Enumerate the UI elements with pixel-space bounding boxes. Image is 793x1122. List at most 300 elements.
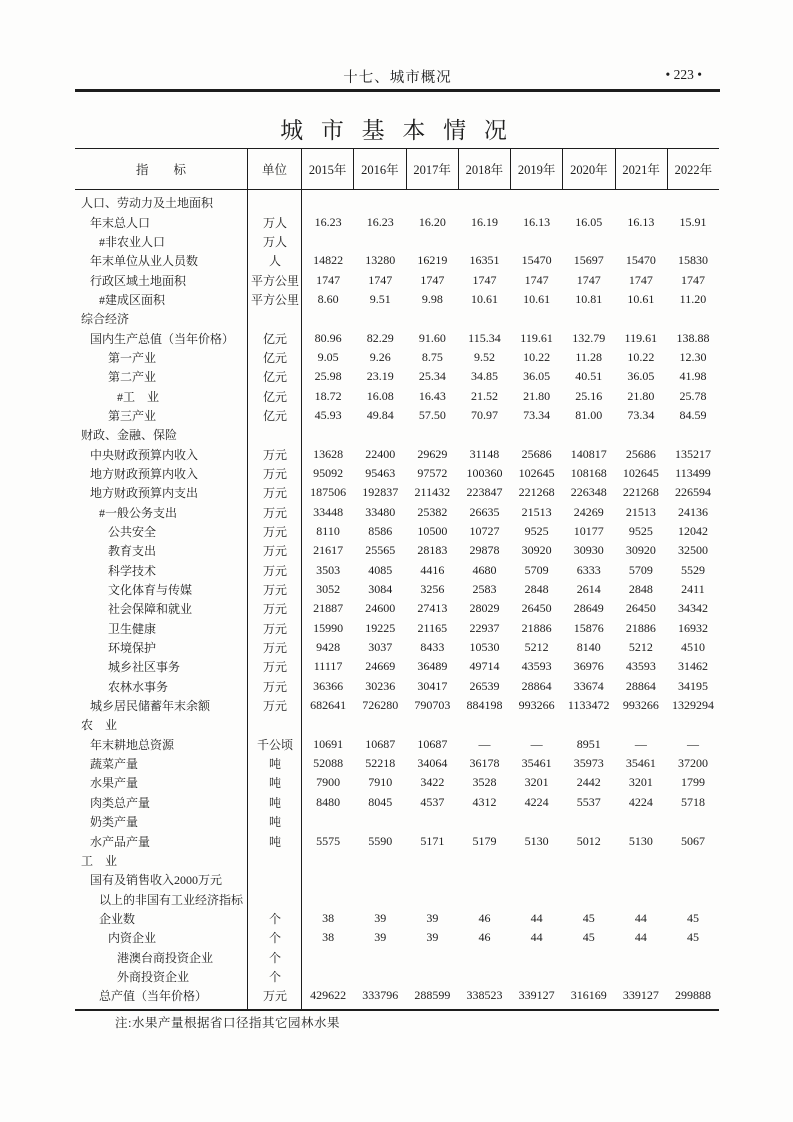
value-cell: — (530, 736, 543, 751)
value-cell: 52088 (313, 756, 344, 771)
value-cell: 9.52 (473, 349, 495, 364)
indicator-label: 文化体育与传媒 (108, 583, 193, 598)
value-cell: 21617 (313, 543, 344, 558)
value-cell: 45 (582, 930, 595, 945)
value-cell: 211432 (414, 485, 451, 500)
value-cell: 35461 (625, 756, 656, 771)
value-cell: 25565 (365, 543, 396, 558)
value-cell: 15876 (573, 620, 604, 635)
indicator-label: 国内生产总值（当年价格） (90, 331, 235, 346)
unit-cell: 万人 (262, 234, 287, 249)
table-row (75, 735, 719, 754)
value-cell: 102645 (518, 465, 555, 480)
table-row (75, 348, 719, 367)
table-row (75, 522, 719, 541)
value-cell: 81.00 (575, 407, 603, 422)
unit-cell: 亿元 (262, 350, 287, 365)
value-cell: 8140 (576, 640, 601, 655)
value-cell: 8951 (576, 736, 601, 751)
value-cell: 9428 (316, 640, 341, 655)
value-cell: 9525 (628, 524, 653, 539)
column-divider-unit (301, 190, 302, 1009)
value-cell: 25686 (625, 446, 656, 461)
table-row (75, 232, 719, 251)
value-cell: 15697 (573, 253, 604, 268)
value-cell: 3201 (524, 775, 549, 790)
value-cell: 24269 (573, 504, 604, 519)
value-cell: 44 (634, 930, 647, 945)
value-cell: 70.97 (470, 407, 498, 422)
value-cell: 5171 (420, 833, 445, 848)
indicator-label: 综合经济 (81, 312, 130, 327)
value-cell: 73.34 (523, 407, 551, 422)
value-cell: 5709 (524, 562, 549, 577)
indicator-label: 水产品产量 (90, 834, 151, 849)
value-cell: 3052 (316, 582, 341, 597)
indicator-label: 总产值（当年价格） (99, 989, 208, 1004)
value-cell: 26450 (625, 601, 656, 616)
table-row (75, 812, 719, 831)
value-cell: 7910 (368, 775, 393, 790)
unit-cell: 吨 (268, 834, 281, 849)
value-cell: 36178 (469, 756, 500, 771)
value-cell: 14822 (313, 253, 344, 268)
indicator-label: 年末耕地总资源 (90, 737, 175, 752)
value-cell: 299888 (674, 988, 711, 1003)
table-row (75, 212, 719, 231)
value-cell: 11117 (313, 659, 343, 674)
value-cell: 49.84 (366, 407, 394, 422)
value-cell: 8433 (420, 640, 445, 655)
value-cell: 884198 (466, 698, 503, 713)
table-row (75, 193, 719, 212)
value-cell: 5212 (524, 640, 549, 655)
unit-cell: 个 (268, 931, 281, 946)
indicator-label: 农林水事务 (108, 679, 169, 694)
indicator-label: 城乡居民储蓄年末余额 (90, 699, 211, 714)
value-cell: 16.23 (366, 214, 394, 229)
value-cell: 16932 (677, 620, 708, 635)
unit-cell: 万元 (262, 699, 287, 714)
value-cell: 45 (686, 930, 699, 945)
value-cell: 10.61 (523, 291, 551, 306)
value-cell: 15470 (521, 253, 552, 268)
value-cell: 35973 (573, 756, 604, 771)
unit-cell: 个 (268, 969, 281, 984)
value-cell: 11.20 (679, 291, 707, 306)
value-cell: 37200 (677, 756, 708, 771)
value-cell: 8.60 (317, 291, 339, 306)
value-cell: 221268 (518, 485, 555, 500)
value-cell: 36.05 (523, 369, 551, 384)
value-cell: 23.19 (366, 369, 394, 384)
value-cell: 34.85 (470, 369, 498, 384)
unit-cell: 万元 (262, 544, 287, 559)
value-cell: 10.22 (627, 349, 655, 364)
unit-cell: 万元 (262, 466, 287, 481)
value-cell: 21887 (313, 601, 344, 616)
value-cell: 39 (374, 910, 387, 925)
unit-cell: 万元 (262, 641, 287, 656)
value-cell: 4510 (680, 640, 705, 655)
table-row (75, 967, 719, 986)
value-cell: 5590 (368, 833, 393, 848)
value-cell: 24136 (677, 504, 708, 519)
table-row (75, 657, 719, 676)
value-cell: 5179 (472, 833, 497, 848)
table-row (75, 793, 719, 812)
unit-cell: 万元 (262, 602, 287, 617)
unit-cell: 亿元 (262, 331, 287, 346)
value-cell: 30920 (625, 543, 656, 558)
value-cell: 44 (530, 930, 543, 945)
unit-cell: 个 (268, 911, 281, 926)
unit-cell: 万元 (262, 486, 287, 501)
value-cell: 1747 (316, 272, 341, 287)
value-cell: 46 (478, 910, 491, 925)
value-cell: 726280 (362, 698, 399, 713)
value-cell: 82.29 (366, 330, 394, 345)
value-cell: 223847 (466, 485, 503, 500)
value-cell: 9.05 (317, 349, 339, 364)
table-row (75, 715, 719, 734)
value-cell: 5529 (680, 562, 705, 577)
value-cell: 15.91 (679, 214, 707, 229)
value-cell: 25.78 (679, 388, 707, 403)
value-cell: 21.80 (627, 388, 655, 403)
indicator-label: 内资企业 (108, 931, 157, 946)
value-cell: 5537 (576, 794, 601, 809)
indicator-label: 年末总人口 (90, 215, 151, 230)
header-year-2022: 2022年 (674, 163, 713, 177)
column-divider-indicator (247, 190, 248, 1009)
unit-cell: 亿元 (262, 408, 287, 423)
value-cell: 8110 (316, 524, 340, 539)
value-cell: 5130 (628, 833, 653, 848)
value-cell: 288599 (414, 988, 451, 1003)
value-cell: 102645 (622, 465, 659, 480)
value-cell: 16.13 (523, 214, 551, 229)
table-row (75, 754, 719, 773)
value-cell: 5212 (628, 640, 653, 655)
value-cell: 26635 (469, 504, 500, 519)
value-cell: 1133472 (567, 698, 610, 713)
value-cell: 45 (686, 910, 699, 925)
value-cell: 33480 (365, 504, 396, 519)
value-cell: 38 (322, 910, 335, 925)
indicator-label: 港澳台商投资企业 (117, 950, 214, 965)
value-cell: 316169 (570, 988, 607, 1003)
indicator-label: 社会保障和就业 (108, 602, 193, 617)
value-cell: 5718 (680, 794, 705, 809)
unit-cell: 平方公里 (250, 292, 299, 307)
value-cell: 12042 (677, 524, 708, 539)
table-row (75, 986, 719, 1005)
unit-cell: 个 (268, 950, 281, 965)
value-cell: 4312 (472, 794, 497, 809)
value-cell: 19225 (365, 620, 396, 635)
table-row (75, 677, 719, 696)
table-row (75, 870, 719, 889)
table-row (75, 541, 719, 560)
header-year-2019: 2019年 (511, 149, 563, 189)
indicator-label: 蔬菜产量 (90, 757, 139, 772)
value-cell: 115.34 (468, 330, 501, 345)
indicator-label: 肉类总产量 (90, 795, 151, 810)
value-cell: 2442 (576, 775, 601, 790)
value-cell: 3256 (420, 582, 445, 597)
table-row (75, 425, 719, 444)
table-body (75, 190, 719, 1011)
value-cell: 3201 (628, 775, 653, 790)
value-cell: 13280 (365, 253, 396, 268)
value-cell: 26450 (521, 601, 552, 616)
value-cell: 4224 (628, 794, 653, 809)
table-row (75, 831, 719, 850)
value-cell: 3037 (368, 640, 393, 655)
table-row (75, 483, 719, 502)
unit-cell: 万元 (262, 525, 287, 540)
indicator-label: 水果产量 (90, 776, 139, 791)
table-row (75, 619, 719, 638)
unit-cell: 万元 (262, 505, 287, 520)
value-cell: 29878 (469, 543, 500, 558)
indicator-label: 公共安全 (108, 525, 157, 540)
value-cell: 5709 (628, 562, 653, 577)
value-cell: 44 (634, 910, 647, 925)
value-cell: 57.50 (418, 407, 446, 422)
value-cell: 49714 (469, 659, 500, 674)
value-cell: 30930 (573, 543, 604, 558)
value-cell: 97572 (417, 465, 448, 480)
value-cell: 29629 (417, 446, 448, 461)
value-cell: 16.08 (366, 388, 394, 403)
table-row (75, 290, 719, 309)
unit-cell: 万元 (262, 679, 287, 694)
table-row (75, 599, 719, 618)
value-cell: 333796 (362, 988, 399, 1003)
value-cell: 1799 (680, 775, 705, 790)
unit-cell: 吨 (268, 795, 281, 810)
value-cell: 338523 (466, 988, 503, 1003)
value-cell: 2614 (576, 582, 601, 597)
value-cell: 132.79 (572, 330, 606, 345)
value-cell: 187506 (310, 485, 347, 500)
header-year-2018: 2018年 (459, 149, 511, 189)
value-cell: 140817 (570, 446, 607, 461)
value-cell: 5012 (576, 833, 601, 848)
value-cell: 52218 (365, 756, 396, 771)
value-cell: 21.52 (470, 388, 498, 403)
value-cell: 15990 (313, 620, 344, 635)
value-cell: 100360 (466, 465, 503, 480)
value-cell: 4085 (368, 562, 393, 577)
header-year-2021: 2021年 (616, 149, 668, 189)
value-cell: 43593 (521, 659, 552, 674)
value-cell: 10727 (469, 524, 500, 539)
value-cell: 16.19 (470, 214, 498, 229)
value-cell: 6333 (576, 562, 601, 577)
value-cell: 16351 (469, 253, 500, 268)
unit-cell: 万元 (262, 447, 287, 462)
value-cell: 38 (322, 930, 335, 945)
value-cell: 8045 (368, 794, 393, 809)
value-cell: 10687 (417, 736, 448, 751)
value-cell: — (634, 736, 647, 751)
indicator-label: 行政区域土地面积 (90, 273, 187, 288)
indicator-label: 中央财政预算内收入 (90, 447, 199, 462)
value-cell: 1747 (628, 272, 653, 287)
header-indicator: 指 标 (75, 149, 248, 189)
value-cell: 25.34 (418, 369, 446, 384)
value-cell: — (686, 736, 699, 751)
value-cell: 21886 (521, 620, 552, 635)
value-cell: 21165 (417, 620, 448, 635)
value-cell: 24669 (365, 659, 396, 674)
value-cell: 7900 (316, 775, 341, 790)
value-cell: 44 (530, 910, 543, 925)
table-row (75, 947, 719, 966)
value-cell: 33674 (573, 678, 604, 693)
table-row (75, 503, 719, 522)
value-cell: 22400 (365, 446, 396, 461)
value-cell: 4224 (524, 794, 549, 809)
value-cell: 119.61 (624, 330, 658, 345)
table-row (75, 251, 719, 270)
value-cell: 16.23 (314, 214, 342, 229)
value-cell: 40.51 (575, 369, 603, 384)
table-row (75, 773, 719, 792)
value-cell: 8.75 (421, 349, 443, 364)
table-row (75, 270, 719, 289)
value-cell: 3528 (472, 775, 497, 790)
value-cell: 4537 (420, 794, 445, 809)
unit-cell: 万元 (262, 989, 287, 1004)
indicator-label: 地方财政预算内支出 (90, 486, 199, 501)
value-cell: 993266 (622, 698, 659, 713)
value-cell: 33448 (313, 504, 344, 519)
value-cell: 3503 (316, 562, 341, 577)
table-row (75, 386, 719, 405)
value-cell: 5130 (524, 833, 549, 848)
value-cell: 226594 (674, 485, 711, 500)
value-cell: 18.72 (314, 388, 342, 403)
value-cell: 2411 (681, 582, 705, 597)
value-cell: 1747 (368, 272, 393, 287)
indicator-label: #工 业 (117, 389, 160, 404)
value-cell: 5067 (680, 833, 705, 848)
indicator-label: 农 业 (81, 718, 118, 733)
statistics-table (75, 148, 719, 1011)
value-cell: 35461 (521, 756, 552, 771)
value-cell: 45.93 (314, 407, 342, 422)
value-cell: 10.61 (470, 291, 498, 306)
table-row (75, 889, 719, 908)
value-cell: 21886 (625, 620, 656, 635)
value-cell: 135217 (674, 446, 711, 461)
value-cell: 30417 (417, 678, 448, 693)
table-row (75, 561, 719, 580)
indicator-label: 第二产业 (108, 370, 157, 385)
value-cell: 28183 (417, 543, 448, 558)
unit-cell: 万人 (262, 215, 287, 230)
value-cell: 27413 (417, 601, 448, 616)
indicator-label: 人口、劳动力及土地面积 (81, 196, 214, 211)
value-cell: 39 (374, 930, 387, 945)
value-cell: 34342 (677, 601, 708, 616)
value-cell: 30920 (521, 543, 552, 558)
indicator-label: 城乡社区事务 (108, 660, 181, 675)
value-cell: 1747 (576, 272, 601, 287)
value-cell: 36.05 (627, 369, 655, 384)
table-row (75, 309, 719, 328)
value-cell: 28649 (573, 601, 604, 616)
indicator-label: 财政、金融、保险 (81, 428, 178, 443)
table-row (75, 580, 719, 599)
value-cell: 682641 (310, 698, 347, 713)
table-row (75, 328, 719, 347)
table-row (75, 444, 719, 463)
unit-cell: 万元 (262, 583, 287, 598)
value-cell: 8586 (368, 524, 393, 539)
value-cell: 10.22 (523, 349, 551, 364)
value-cell: 13628 (313, 446, 344, 461)
value-cell: 25.98 (314, 369, 342, 384)
unit-cell: 平方公里 (250, 273, 299, 288)
value-cell: 28864 (521, 678, 552, 693)
value-cell: 1747 (524, 272, 549, 287)
page-number: • 223 • (665, 67, 702, 82)
value-cell: 36976 (573, 659, 604, 674)
value-cell: 10500 (417, 524, 448, 539)
value-cell: 39 (426, 910, 439, 925)
indicator-label: 科学技术 (108, 563, 157, 578)
value-cell: 95092 (313, 465, 344, 480)
value-cell: 12.30 (679, 349, 707, 364)
unit-cell: 吨 (268, 776, 281, 791)
value-cell: 15470 (625, 253, 656, 268)
value-cell: 339127 (622, 988, 659, 1003)
table-row (75, 638, 719, 657)
indicator-label: 工 业 (81, 853, 118, 868)
indicator-label: #非农业人口 (99, 234, 166, 249)
value-cell: 10530 (469, 640, 500, 655)
value-cell: 3084 (368, 582, 393, 597)
value-cell: 1747 (680, 272, 705, 287)
value-cell: 10177 (573, 524, 604, 539)
value-cell: 21.80 (523, 388, 551, 403)
value-cell: 429622 (310, 988, 347, 1003)
value-cell: 34195 (677, 678, 708, 693)
value-cell: 113499 (675, 465, 711, 480)
value-cell: 46 (478, 930, 491, 945)
table-row (75, 367, 719, 386)
indicator-label: 外商投资企业 (117, 969, 190, 984)
value-cell: 16.43 (418, 388, 446, 403)
unit-cell: 人 (268, 254, 281, 269)
header-year-2016: 2016年 (354, 149, 406, 189)
value-cell: 1747 (472, 272, 497, 287)
value-cell: 9.98 (421, 291, 443, 306)
value-cell: 16219 (417, 253, 448, 268)
header-rule (75, 89, 720, 92)
unit-cell: 万元 (262, 621, 287, 636)
indicator-label: 以上的非国有工业经济指标 (99, 892, 244, 907)
value-cell: 138.88 (676, 330, 710, 345)
header-year-2015: 2015年 (302, 149, 354, 189)
value-cell: 30236 (365, 678, 396, 693)
value-cell: 2848 (628, 582, 653, 597)
